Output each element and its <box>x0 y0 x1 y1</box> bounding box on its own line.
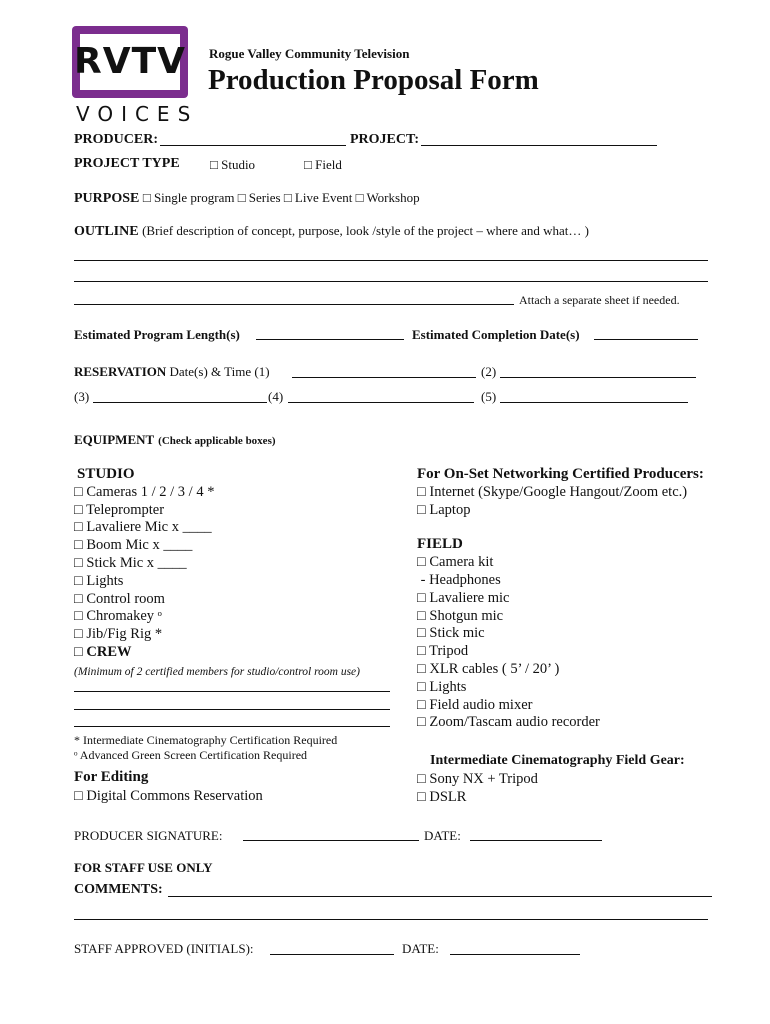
field-item-camera-kit[interactable]: □ Camera kit <box>417 554 494 571</box>
producer-signature-label: PRODUCER SIGNATURE: <box>74 828 223 843</box>
comments-line-1[interactable] <box>168 896 712 897</box>
outline-line-2[interactable] <box>74 281 708 282</box>
studio-item-chromakey[interactable]: □ Chromakey ᵒ <box>74 608 162 625</box>
reservation-num-2: (2) <box>481 364 497 379</box>
project-type-label: PROJECT TYPE <box>74 156 180 171</box>
networking-list <box>417 484 704 520</box>
crew-line-1[interactable] <box>74 691 390 692</box>
page-title: Production Proposal Form <box>208 64 539 96</box>
intermediate-heading: Intermediate Cinematography Field Gear: <box>430 753 685 768</box>
networking-item-internet[interactable]: □ Internet (Skype/Google Hangout/Zoom etc.) <box>417 483 688 500</box>
field-item-audio-mixer[interactable]: □ Field audio mixer <box>417 696 533 713</box>
reservation-field-4[interactable] <box>288 402 474 403</box>
completion-date-field[interactable] <box>594 339 698 340</box>
editing-item-digital-commons[interactable]: □ Digital Commons Reservation <box>74 788 263 804</box>
reservation-field-5[interactable] <box>500 402 688 403</box>
attach-note: Attach a separate sheet if needed. <box>519 293 680 307</box>
footnote-green-screen: ᵒ Advanced Green Screen Certification Required <box>74 748 308 762</box>
field-item-stick-mic[interactable]: □ Stick mic <box>417 625 485 642</box>
networking-heading: For On-Set Networking Certified Producers: <box>417 466 704 482</box>
equipment-label: EQUIPMENT <box>74 432 155 447</box>
comments-label: COMMENTS: <box>74 882 163 897</box>
field-item-lights[interactable]: □ Lights <box>417 678 467 695</box>
reservation-num-5: (5) <box>481 389 497 404</box>
field-item-tripod[interactable]: □ Tripod <box>417 643 469 660</box>
producer-field[interactable] <box>160 145 346 146</box>
outline-line-3[interactable] <box>74 304 514 305</box>
reservation-field-3[interactable] <box>93 402 267 403</box>
purpose-label: PURPOSE <box>74 191 140 206</box>
studio-item-control-room[interactable]: □ Control room <box>74 590 165 607</box>
staff-date-label: DATE: <box>402 941 439 956</box>
field-item-xlr-cables[interactable]: □ XLR cables ( 5’ / 20’ ) <box>417 660 560 677</box>
studio-item-cameras[interactable]: □ Cameras 1 / 2 / 3 / 4 * <box>74 483 215 500</box>
completion-date-label: Estimated Completion Date(s) <box>412 327 580 342</box>
editing-heading: For Editing <box>74 769 149 785</box>
project-label: PROJECT <box>350 132 415 147</box>
purpose-options[interactable]: □ Single program □ Series □ Live Event □ Workshop <box>142 190 420 205</box>
studio-heading: STUDIO <box>77 466 135 482</box>
project-type-studio-checkbox[interactable]: □ Studio <box>210 157 256 172</box>
field-item-lavaliere[interactable]: □ Lavaliere mic <box>417 589 510 606</box>
staff-approved-field[interactable] <box>270 954 394 955</box>
staff-approved-label: STAFF APPROVED (INITIALS): <box>74 941 254 956</box>
producer-signature-field[interactable] <box>243 840 419 841</box>
right-column <box>417 466 704 732</box>
signature-date-label: DATE: <box>424 828 461 843</box>
studio-item-stick-mic[interactable]: □ Stick Mic x ____ <box>74 554 187 571</box>
outline-label: OUTLINE <box>74 224 139 239</box>
footnote-intermediate: * Intermediate Cinematography Certification Required <box>74 733 338 747</box>
intermediate-item-sony[interactable]: □ Sony NX + Tripod <box>417 771 538 787</box>
rvtv-logo <box>72 26 188 98</box>
studio-list <box>74 484 360 662</box>
field-item-headphones[interactable]: - Headphones <box>417 571 501 588</box>
studio-item-lights[interactable]: □ Lights <box>74 572 124 589</box>
studio-item-boom-mic[interactable]: □ Boom Mic x ____ <box>74 537 193 554</box>
comments-line-2[interactable] <box>74 919 708 920</box>
organization-name: Rogue Valley Community Television <box>209 46 410 61</box>
staff-date-field[interactable] <box>450 954 580 955</box>
program-length-label: Estimated Program Length(s) <box>74 327 240 342</box>
crew-line-3[interactable] <box>74 726 390 727</box>
crew-note: (Minimum of 2 certified members for studio/control room use) <box>74 665 360 678</box>
intermediate-item-dslr[interactable]: □ DSLR <box>417 788 467 805</box>
networking-item-laptop[interactable]: □ Laptop <box>417 501 471 518</box>
staff-heading: FOR STAFF USE ONLY <box>74 860 213 875</box>
outline-hint: (Brief description of concept, purpose, look /style of the project – where and what… ) <box>142 223 589 238</box>
reservation-label: RESERVATION <box>74 364 167 379</box>
program-length-field[interactable] <box>256 339 404 340</box>
intermediate-list <box>417 771 538 807</box>
signature-date-field[interactable] <box>470 840 602 841</box>
reservation-desc: Date(s) & Time (1) <box>169 364 270 379</box>
studio-item-crew[interactable]: □ CREW <box>74 643 132 660</box>
studio-item-jib[interactable]: □ Jib/Fig Rig * <box>74 626 163 643</box>
field-item-audio-recorder[interactable]: □ Zoom/Tascam audio recorder <box>417 714 600 731</box>
producer-label: PRODUCER <box>74 132 154 147</box>
outline-line-1[interactable] <box>74 260 708 261</box>
reservation-num-4: (4) <box>268 389 284 404</box>
project-type-field-checkbox[interactable]: □ Field <box>304 157 342 172</box>
field-item-shotgun-mic[interactable]: □ Shotgun mic <box>417 607 504 624</box>
reservation-field-1[interactable] <box>292 377 476 378</box>
project-field[interactable] <box>421 145 657 146</box>
studio-item-lavaliere[interactable]: □ Lavaliere Mic x ____ <box>74 519 212 536</box>
reservation-num-3: (3) <box>74 389 90 404</box>
reservation-field-2[interactable] <box>500 377 696 378</box>
logo-tagline: VOICES <box>76 102 199 126</box>
studio-item-teleprompter[interactable]: □ Teleprompter <box>74 501 165 518</box>
logo-mark: RVTV <box>74 41 186 82</box>
field-heading: FIELD <box>417 536 463 553</box>
equipment-hint: (Check applicable boxes) <box>158 435 276 447</box>
field-list <box>417 554 704 732</box>
studio-section <box>74 466 360 678</box>
crew-line-2[interactable] <box>74 709 390 710</box>
